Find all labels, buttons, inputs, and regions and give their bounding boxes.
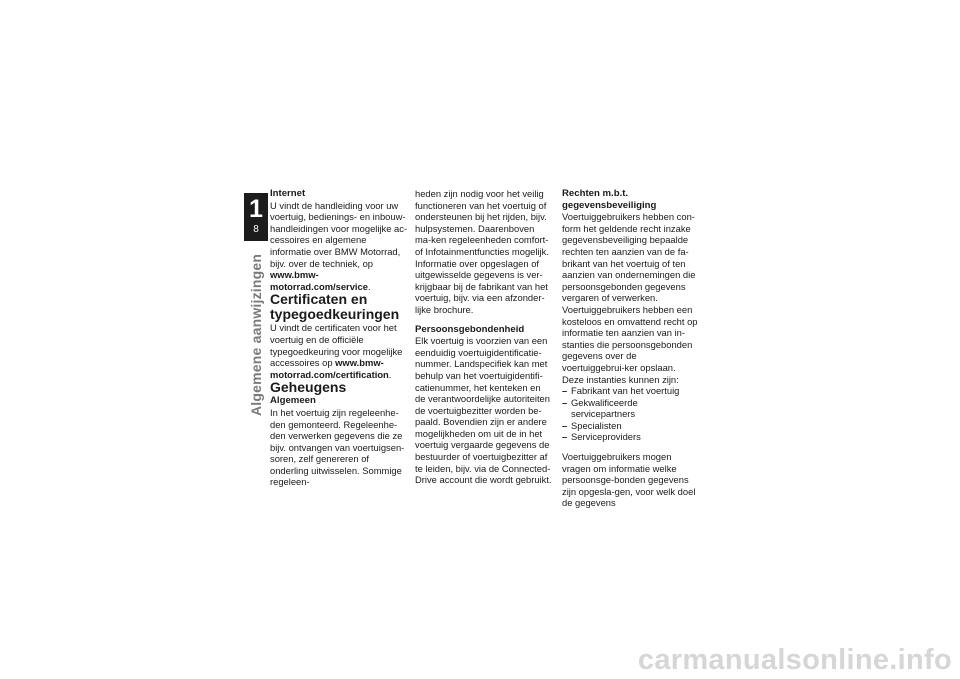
- instanties-intro: Deze instanties kunnen zijn:: [562, 373, 679, 385]
- certificates-heading: Certificaten en typegoedkeuringen: [270, 291, 400, 323]
- instanties-list: [562, 385, 700, 443]
- dash-bullet: –: [562, 385, 568, 397]
- service-link[interactable]: www.bmw-motorrad.com/service: [270, 269, 368, 292]
- list-item-label: Fabrikant van het voertuig: [571, 385, 680, 397]
- rechten-heading: Rechten m.b.t. gegevensbeveiliging: [562, 188, 657, 211]
- dash-bullet: –: [562, 396, 568, 408]
- column-3: [562, 188, 700, 509]
- list-item-label: Specialisten: [571, 419, 622, 431]
- certificates-text: U vindt de certificaten voor het voertuig en de officiële typegoedkeuring voor mogelijke accessoires op: [270, 322, 403, 369]
- internet-heading: Internet: [270, 188, 306, 199]
- list-item: [562, 397, 700, 420]
- chapter-number: 1: [249, 195, 263, 223]
- rechten-text-2: Voertuiggebruikers hebben een kosteloos en omvattend recht op informatie ten aanzien van in-stanties die persoonsgebonden gegevens over de voertuiggebrui-ker opslaan.: [562, 303, 698, 373]
- internet-paragraph: [270, 200, 408, 293]
- algemeen-text: In het voertuig zijn regeleenhe-den gemonteerd. Regeleenhe-den verwerken gegevens die ze bijv. ontvangen van voertuigsen-soren, zelf genereren of onderling uitwisselen. Sommige regeleen-: [270, 406, 405, 488]
- certificates-paragraph: [270, 322, 408, 380]
- list-item: [562, 431, 700, 443]
- internet-text: U vindt de handleiding voor uw voertuig, bedienings- en inbouw-handleidingen voor mogelijke ac-cessoires en algemene informatie over BMW Motorrad, bijv. over de techniek, op: [270, 199, 408, 269]
- watermark: carmanualsonline.info: [637, 644, 952, 676]
- chapter-title: Algemene aanwijzingen: [248, 253, 264, 416]
- dash-bullet: –: [562, 419, 568, 431]
- list-item-label: Serviceproviders: [571, 431, 641, 443]
- persoonsgebondenheid-heading: Persoonsgebondenheid: [415, 323, 525, 335]
- list-item-label: Gekwalificeerde servicepartners: [571, 396, 638, 420]
- geheugens-heading: Geheugens: [270, 379, 347, 396]
- closing-text: Voertuiggebruikers mogen vragen om informatie welke persoonsge-bonden gegevens zijn opgesla-gen, voor welk doel de gegevens: [562, 451, 696, 509]
- chapter-side-label: [244, 248, 268, 416]
- certification-link[interactable]: www.bmw-motorrad.com/certification: [270, 357, 389, 380]
- algemeen-heading: Algemeen: [270, 395, 316, 407]
- list-item: [562, 420, 700, 432]
- rechten-text-1: Voertuiggebruikers hebben con-form het geldende recht inzake gegevensbeveiliging bepaalde rechten ten aanzien van de fa-brikant van het voertuig of ten aanzien van ondernemingen die persoonsgebonden gegevens vergaren of verwerken.: [562, 211, 696, 304]
- persoonsgebondenheid-text: Elk voertuig is voorzien van een eenduidig voertuigidentificatie-nummer. Landspecifiek kan met behulp van het voertuigidentifi-catienummer, het kenteken en de verantwoordelijke autoriteiten de voertuigbezitter worden be-paald. Bovendien zijn er andere mogelijkheden om uit de in het voertuig vergaarde gegevens de bestuurder of voertuigbezitter af te leiden, bijv. via de Connected-Drive account die wordt gebruikt.: [415, 335, 552, 486]
- certificates-end: .: [388, 368, 392, 380]
- dash-bullet: –: [562, 431, 568, 443]
- column-2: [415, 188, 553, 486]
- column-1: [270, 188, 408, 488]
- internet-end: .: [367, 280, 371, 292]
- list-item: [562, 385, 700, 397]
- control-units-text: heden zijn nodig voor het veilig functioneren van het voertuig of ondersteunen bij het rijden, bijv. hulpsystemen. Daarenboven ma-ken regeleenheden comfort- of Infotainmentfuncties mogelijk. Informatie over opgeslagen of uitgewisselde gegevens is ver-krijgbaar bij de fabrikant van het voertuig, bijv. via een afzonder-lijke brochure.: [415, 188, 549, 315]
- page-number: 8: [253, 224, 259, 235]
